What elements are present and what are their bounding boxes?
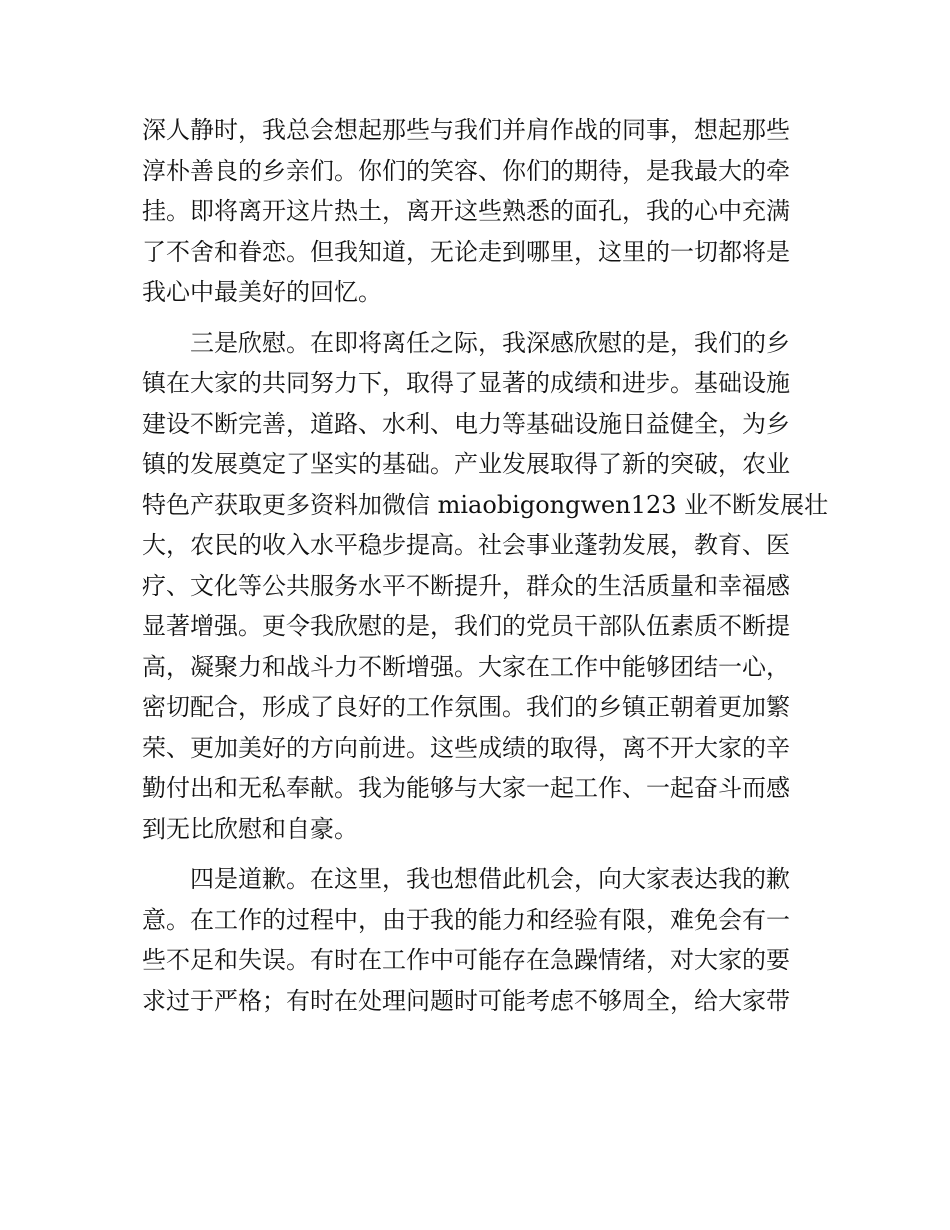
- text-line: 深人静时，我总会想起那些与我们并肩作战的同事，想起那些: [142, 116, 790, 144]
- text-line: 三是欣慰。在即将离任之际，我深感欣慰的是，我们的乡: [190, 328, 790, 357]
- text-line: 我心中最美好的回忆。: [142, 278, 382, 306]
- text-line: 四是道歉。在这里，我也想借此机会，向大家表达我的歉: [190, 865, 790, 893]
- text-line: 建设不断完善，道路、水利、电力等基础设施日益健全，为乡: [142, 409, 790, 438]
- text-line: 密切配合，形成了良好的工作氛围。我们的乡镇正朝着更加繁: [142, 693, 790, 721]
- text-line: 意。在工作的过程中，由于我的能力和经验有限，难免会有一: [142, 905, 790, 934]
- text-line: 求过于严格；有时在处理问题时可能考虑不够周全，给大家带: [142, 986, 790, 1015]
- text-line: 特色产获取更多资料加微信 miaobigongwen123 业不断发展壮: [142, 490, 829, 519]
- paragraph-2: [142, 328, 829, 843]
- text-line: 荣、更加美好的方向前进。这些成绩的取得，离不开大家的辛: [142, 733, 790, 762]
- text-line: 疗、文化等公共服务水平不断提升，群众的生活质量和幸福感: [142, 571, 790, 600]
- text-line: 勤付出和无私奉献。我为能够与大家一起工作、一起奋斗而感: [142, 774, 790, 802]
- text-line: 了不舍和眷恋。但我知道，无论走到哪里，这里的一切都将是: [142, 237, 790, 266]
- text-line: 些不足和失误。有时在工作中可能存在急躁情绪，对大家的要: [142, 946, 790, 974]
- text-line: 淳朴善良的乡亲们。你们的笑容、你们的期待，是我最大的牵: [142, 156, 790, 185]
- text-line: 镇的发展奠定了坚实的基础。产业发展取得了新的突破，农业: [142, 450, 790, 478]
- paragraph-3: [142, 867, 822, 1013]
- text-line: 挂。即将离开这片热土，离开这些熟悉的面孔，我的心中充满: [142, 197, 790, 225]
- document-body: [142, 116, 829, 1029]
- text-line: 显著增强。更令我欣慰的是，我们的党员干部队伍素质不断提: [142, 612, 790, 640]
- text-line: 大，农民的收入水平稳步提高。社会事业蓬勃发展，教育、医: [142, 531, 790, 559]
- paragraph-1: [142, 118, 822, 304]
- text-line: 到无比欣慰和自豪。: [142, 814, 358, 843]
- text-line: 高，凝聚力和战斗力不断增强。大家在工作中能够团结一心，: [142, 652, 790, 681]
- text-line: 镇在大家的共同努力下，取得了显著的成绩和进步。基础设施: [142, 369, 790, 397]
